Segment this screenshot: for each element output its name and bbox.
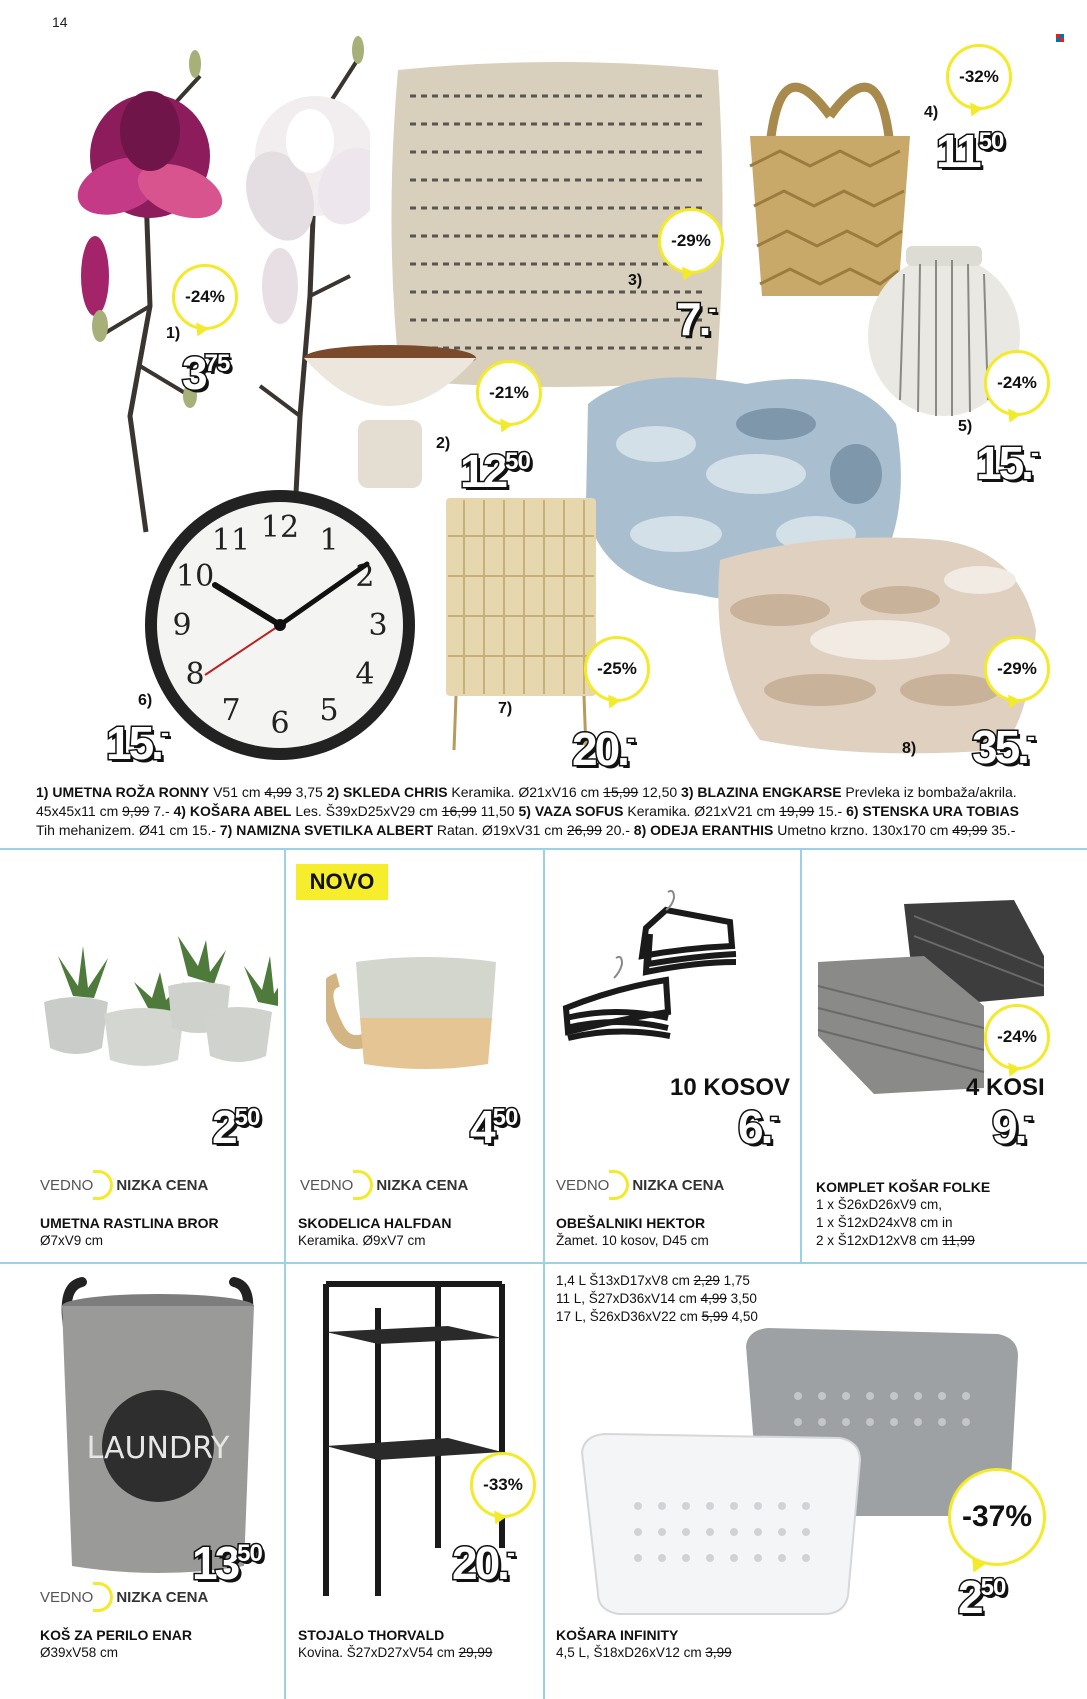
product-1-number: 1) [166, 325, 181, 342]
clock-number: 1 [319, 523, 339, 559]
clock-number: 7 [221, 692, 241, 728]
product-4-price: 1150 [936, 125, 1004, 177]
rattan-lamp-image [444, 496, 604, 752]
clock-number: 8 [185, 657, 205, 692]
column-divider [284, 848, 286, 1699]
folke-price: 9.- [992, 1101, 1032, 1153]
clothes-hangers-image [556, 888, 792, 1068]
top-products-description [36, 783, 1056, 840]
desc-line-2: 45x45x11 cm 9,99 7.- 4) KOŠARA ABEL Les. Š39xD25xV29 cm 16,99 11,50 5) VAZA SOFUS Keramika. Ø21xV21 cm 19,99 15.- 6) STENSKA URA TOBIAS [36, 803, 1020, 819]
infinity-description: 4,5 L, Š18xD26xV12 cm 3,99 [556, 1645, 732, 1660]
brand-logo-icon [1056, 34, 1064, 42]
product-2-discount-badge: -21% [476, 360, 542, 426]
clock-number: 6 [270, 706, 290, 741]
product-3-number: 3) [628, 272, 643, 289]
bror-price: 250 [212, 1101, 260, 1153]
clock-number: 11 [211, 523, 251, 559]
thorvald-description: Kovina. Š27xD27xV54 cm 29,99 [298, 1645, 493, 1660]
product-7-price: 20.- [572, 723, 634, 775]
column-divider [800, 848, 802, 1262]
ceramic-bowl-image [300, 344, 480, 488]
page-number: 14 [52, 14, 68, 30]
always-low-price-badge: VEDNO NIZKA CENA [40, 1170, 208, 1200]
product-1-discount-badge: -24% [172, 264, 238, 330]
artificial-plants-image [38, 936, 278, 1066]
hektor-name: OBEŠALNIKI HEKTOR [556, 1215, 706, 1231]
product-5-discount-badge: -24% [984, 350, 1050, 416]
desc-line-1: 1) UMETNA ROŽA RONNY V51 cm 4,99 3,75 2) SKLEDA CHRIS Keramika. Ø21xV16 cm 15,99 12,50 3) BLAZINA ENGKARSE Prevleka iz bombaža/akrila. [36, 784, 1017, 800]
folke-discount-badge: -24% [984, 1004, 1050, 1070]
product-1-price: 375 [182, 347, 230, 399]
product-7-discount-badge: -25% [584, 636, 650, 702]
enar-name: KOŠ ZA PERILO ENAR [40, 1627, 192, 1643]
clock-number: 10 [176, 559, 215, 594]
plastic-baskets-image [578, 1326, 1022, 1616]
desc-line-3: Tih mehanizem. Ø41 cm 15.- 7) NAMIZNA SVETILKA ALBERT Ratan. Ø19xV31 cm 26,99 20.- 8) ODEJA ERANTHIS Umetno krzno. 130x170 cm 49,99 35.- [36, 822, 1016, 838]
bror-name: UMETNA RASTLINA BROR [40, 1215, 219, 1231]
product-5-price: 15.- [976, 437, 1038, 489]
folke-description-2: 1 x Š12xD24xV8 cm in [816, 1215, 953, 1230]
clock-number: 3 [368, 608, 388, 643]
thorvald-name: STOJALO THORVALD [298, 1627, 445, 1643]
new-badge: NOVO [296, 864, 388, 900]
bror-description: Ø7xV9 cm [40, 1233, 104, 1248]
ceramic-mug-image [326, 956, 506, 1076]
product-2-price: 1250 [460, 445, 530, 497]
infinity-price: 250 [958, 1571, 1006, 1623]
hektor-price: 6.- [738, 1101, 778, 1153]
product-3-discount-badge: -29% [658, 208, 724, 274]
infinity-size-3: 17 L, Š26xD36xV22 cm 5,99 4,50 [556, 1309, 758, 1324]
clock-number: 9 [172, 608, 192, 643]
product-5-number: 5) [958, 418, 973, 435]
hektor-description: Žamet. 10 kosov, D45 cm [556, 1233, 709, 1248]
infinity-size-2: 11 L, Š27xD36xV14 cm 4,99 3,50 [556, 1291, 757, 1306]
product-6-price: 15.- [106, 717, 168, 769]
always-low-price-badge: VEDNO NIZKA CENA [556, 1170, 724, 1200]
folke-piece-count: 4 KOSI [966, 1074, 1045, 1101]
clock-number: 4 [355, 657, 375, 692]
halfdan-description: Keramika. Ø9xV7 cm [298, 1233, 426, 1248]
laundry-print-text: LAUNDRY [86, 1431, 230, 1466]
product-4-number: 4) [924, 104, 939, 121]
product-8-number: 8) [902, 740, 917, 757]
product-3-price: 7.- [676, 293, 716, 345]
infinity-size-1: 1,4 L Š13xD17xV8 cm 2,29 1,75 [556, 1273, 750, 1288]
product-6-number: 6) [138, 692, 153, 709]
enar-price: 1350 [192, 1537, 262, 1589]
product-2-number: 2) [436, 435, 451, 452]
clock-number: 2 [355, 559, 375, 594]
always-low-price-badge: VEDNO NIZKA CENA [40, 1582, 208, 1612]
halfdan-price: 450 [470, 1101, 518, 1153]
infinity-name: KOŠARA INFINITY [556, 1627, 679, 1643]
halfdan-name: SKODELICA HALFDAN [298, 1215, 452, 1231]
product-4-discount-badge: -32% [946, 44, 1012, 110]
thorvald-price: 20.- [452, 1537, 514, 1589]
hektor-piece-count: 10 KOSOV [670, 1074, 791, 1101]
infinity-discount-badge: -37% [948, 1468, 1046, 1566]
folke-description-1: 1 x Š26xD26xV9 cm, [816, 1197, 943, 1212]
always-low-price-badge: VEDNO NIZKA CENA [300, 1170, 468, 1200]
product-8-price: 35.- [972, 721, 1034, 773]
column-divider [543, 848, 545, 1699]
enar-description: Ø39xV58 cm [40, 1645, 119, 1660]
folke-description-3: 2 x Š12xD12xV8 cm 11,99 [816, 1233, 975, 1248]
folke-name: KOMPLET KOŠAR FOLKE [816, 1179, 991, 1195]
product-7-number: 7) [498, 700, 513, 717]
clock-number: 5 [319, 692, 339, 728]
wall-clock-image [145, 490, 415, 760]
product-8-discount-badge: -29% [984, 636, 1050, 702]
clock-number: 12 [260, 510, 300, 545]
thorvald-discount-badge: -33% [470, 1452, 536, 1518]
